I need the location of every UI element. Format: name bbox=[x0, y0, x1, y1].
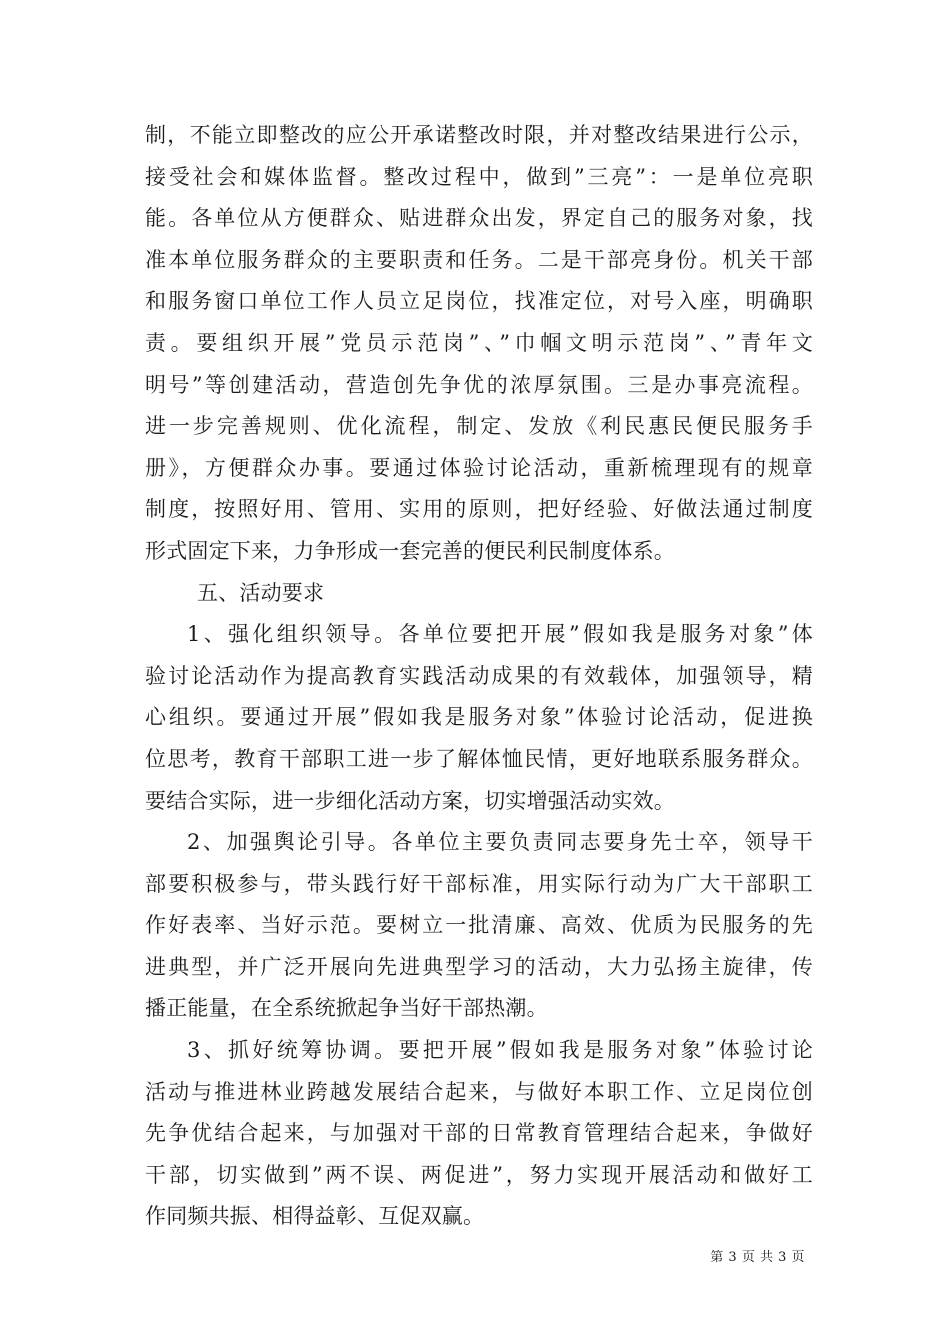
text-line: 3、抓好统筹协调。要把开展”假如我是服务对象”体验讨论 bbox=[187, 1038, 813, 1063]
text-line: 位思考，教育干部职工进一步了解体恤民情，更好地联系服务群众。 bbox=[145, 746, 813, 771]
text-line: 明号”等创建活动，营造创先争优的浓厚氛围。三是办事亮流程。 bbox=[145, 372, 813, 397]
page-number: 第 3 页 共 3 页 bbox=[710, 1250, 805, 1265]
document-body bbox=[145, 115, 813, 1238]
text-line: 验讨论活动作为提高教育实践活动成果的有效载体，加强领导，精 bbox=[145, 663, 813, 688]
text-line: 接受社会和媒体监督。整改过程中，做到”三亮”：一是单位亮职 bbox=[145, 164, 813, 189]
text-line: 准本单位服务群众的主要职责和任务。二是干部亮身份。机关干部 bbox=[145, 247, 813, 272]
text-line: 1、强化组织领导。各单位要把开展”假如我是服务对象”体 bbox=[187, 622, 813, 647]
text-line: 先争优结合起来，与加强对干部的日常教育管理结合起来，争做好 bbox=[145, 1121, 813, 1146]
text-line: 部要积极参与，带头践行好干部标准，用实际行动为广大干部职工 bbox=[145, 871, 813, 896]
text-line: 形式固定下来，力争形成一套完善的便民利民制度体系。 bbox=[145, 538, 675, 563]
text-line: 进典型，并广泛开展向先进典型学习的活动，大力弘扬主旋律，传 bbox=[145, 954, 813, 979]
section-heading: 五、活动要求 bbox=[197, 580, 325, 605]
text-line: 播正能量，在全系统掀起争当好干部热潮。 bbox=[145, 996, 548, 1021]
text-line: 能。各单位从方便群众、贴进群众出发，界定自己的服务对象，找 bbox=[145, 206, 813, 231]
text-line: 和服务窗口单位工作人员立足岗位，找准定位，对号入座，明确职 bbox=[145, 289, 813, 314]
text-line: 作好表率、当好示范。要树立一批清廉、高效、优质为民服务的先 bbox=[145, 913, 813, 938]
text-line: 制，不能立即整改的应公开承诺整改时限，并对整改结果进行公示， bbox=[145, 123, 813, 147]
text-line: 要结合实际，进一步细化活动方案，切实增强活动实效。 bbox=[145, 788, 675, 813]
text-line: 册》，方便群众办事。要通过体验讨论活动，重新梳理现有的规章 bbox=[145, 455, 813, 480]
text-line: 心组织。要通过开展”假如我是服务对象”体验讨论活动，促进换 bbox=[145, 705, 813, 730]
text-line: 2、加强舆论引导。各单位主要负责同志要身先士卒，领导干 bbox=[187, 830, 813, 855]
text-line: 责。要组织开展”党员示范岗”、”巾帼文明示范岗”、”青年文 bbox=[145, 330, 813, 355]
text-line: 制度，按照好用、管用、实用的原则，把好经验、好做法通过制度 bbox=[145, 497, 813, 522]
text-line: 进一步完善规则、优化流程，制定、发放《利民惠民便民服务手 bbox=[145, 414, 813, 439]
text-line: 活动与推进林业跨越发展结合起来，与做好本职工作、立足岗位创 bbox=[145, 1079, 813, 1104]
text-line: 作同频共振、相得益彰、互促双赢。 bbox=[145, 1204, 485, 1229]
text-line: 干部，切实做到”两不误、两促进”，努力实现开展活动和做好工 bbox=[145, 1162, 813, 1187]
